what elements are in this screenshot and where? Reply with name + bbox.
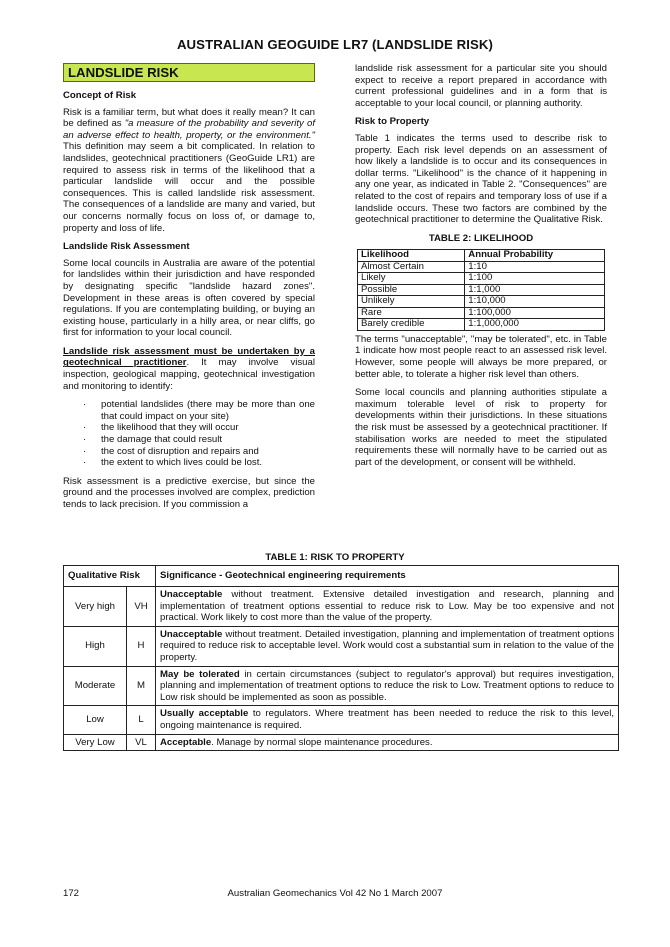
property-paragraph-2: The terms "unacceptable", "may be tolerated", etc. in Table 1 indicate how most people react to an assessed risk level. However, some people will always be more prepared, or better able, to tolerate a higher risk level than others.	[355, 333, 607, 380]
risk-level-cell: Very high	[64, 587, 127, 627]
likelihood-cell: Unlikely	[358, 296, 465, 308]
risk-description-cell	[156, 706, 619, 734]
likelihood-cell: Almost Certain	[358, 261, 465, 273]
journal-citation: Australian Geomechanics Vol 42 No 1 March 2007	[227, 888, 443, 899]
right-column	[355, 63, 607, 475]
header-likelihood: Likelihood	[358, 250, 465, 262]
risk-description-cell	[156, 626, 619, 666]
risk-term: Unacceptable	[160, 589, 223, 600]
list-item: · the cost of disruption and repairs and	[63, 446, 315, 458]
probability-cell: 1:1,000,000	[465, 319, 605, 331]
assessment-paragraph-3: Risk assessment is a predictive exercise, but since the ground and the processes involved are complex, prediction tends to lack precision. If you commission a	[63, 475, 315, 510]
table-row	[358, 261, 605, 273]
header-significance: Significance - Geotechnical engineering requirements	[156, 566, 619, 587]
risk-description: to regulators. Where treatment has been needed to reduce the risk to this level, ongoing maintenance is required.	[160, 708, 615, 731]
page-number: 172	[63, 888, 80, 899]
assessment-text: . It may involve visual inspection, geological mapping, geotechnical investigation and monitoring to identify:	[63, 357, 315, 392]
likelihood-table	[357, 249, 605, 331]
risk-description: in certain circumstances (subject to regulator's approval) but requires investigation, planning and implementation of treatment options to reduce the risk to Low. Treatment options to reduce to Low risk should be implemented as soon as possible.	[160, 668, 614, 703]
risk-code-cell: VL	[127, 734, 156, 751]
page-title: AUSTRALIAN GEOGUIDE LR7 (LANDSLIDE RISK)	[176, 37, 494, 52]
table-row	[358, 273, 605, 285]
header-qualitative-risk: Qualitative Risk	[64, 566, 156, 587]
table-header-row	[64, 566, 619, 587]
likelihood-cell: Rare	[358, 307, 465, 319]
assessment-heading: Landslide Risk Assessment	[63, 241, 190, 253]
risk-level-cell: High	[64, 626, 127, 666]
concept-text-a: Risk is a familiar term, but what does it really mean? It can be defined as	[63, 106, 315, 130]
header-annual-probability: Annual Probability	[465, 250, 605, 262]
concept-paragraph	[63, 107, 315, 235]
probability-cell: 1:100,000	[465, 307, 605, 319]
risk-code-cell: H	[127, 626, 156, 666]
assessment-paragraph-2	[63, 346, 315, 392]
risk-to-property-table	[63, 565, 619, 751]
property-heading: Risk to Property	[355, 116, 430, 128]
section-banner: LANDSLIDE RISK	[63, 63, 315, 82]
continued-paragraph: landslide risk assessment for a particular site you should expect to receive a report prepared in accordance with current professional guidelines and in a form that is acceptable to your local council, or planning authority.	[355, 63, 607, 109]
probability-cell: 1:10,000	[465, 296, 605, 308]
risk-code-cell: M	[127, 666, 156, 706]
risk-description-cell	[156, 587, 619, 627]
table-row	[64, 666, 619, 706]
likelihood-cell: Possible	[358, 284, 465, 296]
table-row	[358, 307, 605, 319]
risk-term: Acceptable	[160, 736, 212, 748]
risk-term: May be tolerated	[160, 668, 240, 680]
risk-description-cell	[156, 666, 619, 706]
assessment-paragraph-1: Some local councils in Australia are aware of the potential for landslides within their jurisdiction and have responded by designating specific "landslide hazard zones". Development in these areas is often covered by special regulations. If you are contemplating building, or buying an existing house, particularly in a hilly area, or near cliffs, go first for information to your local council.	[63, 257, 315, 339]
risk-code-cell: L	[127, 706, 156, 734]
property-paragraph-3: Some local councils and planning authorities stipulate a maximum tolerable level of risk to property for developments within their jurisdictions. In these situations the risk must be assessed by a geotechnical practitioner. If stabilisation works are needed to meet the stipulated requirements these will normally have to be carried out as part of the development, or consent will be withheld.	[355, 387, 607, 468]
risk-description: without treatment. Extensive detailed investigation and research, planning and implementation of treatment options essential to reduce risk to Low. May be too expensive and not practical. Work likely to cost more than the value of the property.	[160, 589, 614, 624]
table-row	[358, 296, 605, 308]
likelihood-cell: Likely	[358, 273, 465, 285]
list-item: · potential landslides (there may be more than one that could impact on your site)	[63, 399, 315, 422]
concept-heading: Concept of Risk	[63, 90, 137, 101]
assessment-underlined-statement: Landslide risk assessment must be undertaken by a geotechnical practitioner	[63, 345, 315, 369]
risk-level-cell: Moderate	[64, 666, 127, 706]
risk-description: without treatment. Detailed investigation, planning and implementation of treatment options required to reduce risk to acceptable level. Work would cost a substantial sum in relation to the value of the property.	[160, 628, 614, 663]
probability-cell: 1:10	[465, 261, 605, 273]
list-item: · the likelihood that they will occur	[63, 422, 315, 434]
table-row	[64, 587, 619, 627]
risk-term: Unacceptable	[160, 628, 223, 640]
table-row	[64, 706, 619, 734]
probability-cell: 1:100	[465, 273, 605, 285]
table-row	[64, 734, 619, 751]
identify-list	[63, 399, 315, 469]
concept-text-b: This definition may seem a bit complicated. In relation to landslides, geotechnical practitioners (GeoGuide LR1) are required to assess risk in terms of the likelihood that a particular landslide will occur and the possible consequences. This is called landslide risk assessment. The consequences of a landslide are many and varied, but our concerns normally focus on loss of, or damage to, property and loss of life.	[63, 141, 315, 234]
risk-code-cell: VH	[127, 587, 156, 627]
property-paragraph-1: Table 1 indicates the terms used to describe risk to property. Each risk level depends on an assessment of how likely a landslide is to occur and its consequences in dollar terms. "Likelihood" is the chance of it happening in any one year, as indicated in Table 2. "Consequences" are related to the cost of repairs and temporary loss of use if a landslide occurs. These two factors are combined by the geotechnical practitioner to determine the Qualitative Risk.	[355, 132, 607, 226]
probability-cell: 1:1,000	[465, 284, 605, 296]
list-item: · the extent to which lives could be lost.	[63, 457, 315, 469]
risk-level-cell: Low	[64, 706, 127, 734]
table2-caption: TABLE 2: LIKELIHOOD	[428, 232, 534, 244]
risk-description-cell	[156, 734, 619, 751]
table-row	[64, 626, 619, 666]
risk-term: Usually acceptable	[160, 708, 249, 720]
list-item: · the damage that could result	[63, 434, 315, 446]
likelihood-cell: Barely credible	[358, 319, 465, 331]
table-row	[358, 319, 605, 331]
table-row	[358, 284, 605, 296]
table1-caption: TABLE 1: RISK TO PROPERTY	[265, 552, 405, 563]
concept-definition-quote: "a measure of the probability and severity of an adverse effect to health, property, or the environment."	[63, 118, 315, 141]
table-header-row	[358, 250, 605, 262]
risk-description: . Manage by normal slope maintenance procedures.	[211, 736, 433, 748]
risk-level-cell: Very Low	[64, 734, 127, 751]
left-column	[63, 63, 315, 518]
